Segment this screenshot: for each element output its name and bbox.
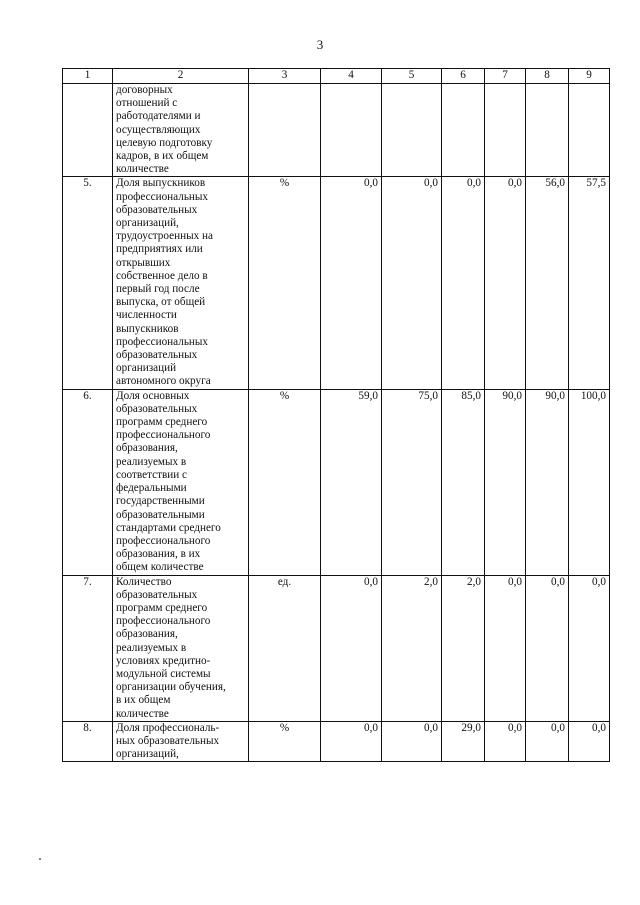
indicator-name-line: осуществляющих bbox=[116, 123, 201, 136]
value-cell: 0,0 bbox=[485, 177, 526, 389]
indicator-name-line: выпуска, от общей bbox=[116, 296, 206, 309]
value-cell bbox=[485, 84, 526, 177]
indicator-name-line: стандартами среднего bbox=[116, 521, 221, 534]
indicator-name-line: профессионального bbox=[116, 534, 211, 547]
table-row bbox=[63, 84, 610, 177]
unit-cell: ед. bbox=[249, 575, 321, 721]
value-cell bbox=[526, 84, 569, 177]
table-row bbox=[63, 721, 610, 762]
indicator-name-line: образовательных bbox=[116, 349, 198, 362]
indicator-name-line: собственное дело в bbox=[116, 269, 208, 282]
value-cell: 0,0 bbox=[321, 721, 382, 762]
indicator-name-line: организации обучения, bbox=[116, 681, 226, 694]
table-row bbox=[63, 177, 610, 389]
indicator-name-line: общем количестве bbox=[116, 561, 204, 574]
value-cell bbox=[442, 84, 485, 177]
value-cell: 0,0 bbox=[526, 721, 569, 762]
indicator-name-cell bbox=[113, 389, 249, 575]
indicator-name-line: отношений с bbox=[116, 97, 178, 110]
indicator-name-line: федеральными bbox=[116, 482, 187, 495]
unit-cell: % bbox=[249, 389, 321, 575]
indicator-name-line: договорных bbox=[116, 84, 173, 96]
value-cell: 59,0 bbox=[321, 389, 382, 575]
indicator-name-line: Доля профессиональ- bbox=[116, 721, 220, 734]
indicator-name-line: целевую подготовку bbox=[116, 136, 213, 149]
value-cell: 29,0 bbox=[442, 721, 485, 762]
page-number: 3 bbox=[316, 37, 324, 52]
indicator-name-line: ных образовательных bbox=[116, 734, 220, 747]
indicator-name-line: выпускников bbox=[116, 322, 179, 335]
value-cell bbox=[382, 84, 442, 177]
unit-cell bbox=[249, 84, 321, 177]
value-cell bbox=[321, 84, 382, 177]
header-row bbox=[63, 69, 610, 84]
value-cell: 0,0 bbox=[321, 575, 382, 721]
value-cell: 0,0 bbox=[485, 575, 526, 721]
value-cell: 0,0 bbox=[382, 721, 442, 762]
header-cell: 4 bbox=[321, 69, 382, 84]
scan-speck bbox=[39, 858, 41, 860]
indicator-name-line: профессиональных bbox=[116, 335, 209, 348]
indicator-name-line: профессиональных bbox=[116, 190, 209, 203]
indicator-name-line: численности bbox=[116, 309, 177, 322]
indicator-name-line: образовательных bbox=[116, 588, 198, 601]
indicator-name-line: работодателями и bbox=[116, 110, 201, 123]
indicator-name-line: открывших bbox=[116, 256, 171, 269]
value-cell: 90,0 bbox=[485, 389, 526, 575]
value-cell bbox=[569, 84, 610, 177]
row-number-cell bbox=[63, 84, 113, 177]
row-number-cell: 5. bbox=[63, 177, 113, 389]
indicator-name-line: профессионального bbox=[116, 429, 211, 442]
indicator-name-line: в их общем bbox=[116, 694, 171, 707]
value-cell: 57,5 bbox=[569, 177, 610, 389]
table-row bbox=[63, 575, 610, 721]
indicator-name-line: соответствии с bbox=[116, 468, 187, 481]
indicator-name-line: образовательных bbox=[116, 402, 198, 415]
value-cell: 90,0 bbox=[526, 389, 569, 575]
value-cell: 0,0 bbox=[321, 177, 382, 389]
indicator-name-line: образования, bbox=[116, 628, 178, 641]
indicator-name-line: трудоустроенных на bbox=[116, 230, 213, 243]
value-cell: 2,0 bbox=[382, 575, 442, 721]
row-number-cell: 6. bbox=[63, 389, 113, 575]
indicator-name-line: количестве bbox=[116, 707, 169, 720]
row-number-cell: 7. bbox=[63, 575, 113, 721]
indicator-name-line: образовательных bbox=[116, 203, 198, 216]
unit-cell: % bbox=[249, 177, 321, 389]
indicator-name-line: Доля выпускников bbox=[116, 177, 206, 190]
value-cell: 0,0 bbox=[526, 575, 569, 721]
indicator-name-line: образовательными bbox=[116, 508, 205, 521]
value-cell: 0,0 bbox=[569, 575, 610, 721]
indicator-name-line: программ среднего bbox=[116, 601, 208, 614]
value-cell: 75,0 bbox=[382, 389, 442, 575]
indicator-name-line: Доля основных bbox=[116, 389, 190, 402]
indicator-name-line: организаций, bbox=[116, 217, 179, 230]
indicator-name-line: условиях кредитно- bbox=[116, 654, 211, 667]
indicator-name-line: образования, bbox=[116, 442, 178, 455]
table-row bbox=[63, 389, 610, 575]
value-cell: 2,0 bbox=[442, 575, 485, 721]
indicator-name-line: Количество bbox=[116, 575, 172, 588]
indicator-name-line: кадров, в их общем bbox=[116, 150, 209, 163]
header-cell: 6 bbox=[442, 69, 485, 84]
value-cell: 56,0 bbox=[526, 177, 569, 389]
indicator-name-line: первый год после bbox=[116, 283, 200, 296]
header-cell: 3 bbox=[249, 69, 321, 84]
indicator-name-cell bbox=[113, 84, 249, 177]
indicator-name-line: организаций bbox=[116, 362, 177, 375]
indicator-name-line: модульной системы bbox=[116, 667, 211, 680]
value-cell: 0,0 bbox=[485, 721, 526, 762]
indicator-name-cell bbox=[113, 177, 249, 389]
header-cell: 1 bbox=[63, 69, 113, 84]
indicator-name-cell bbox=[113, 721, 249, 762]
indicator-name-line: программ среднего bbox=[116, 416, 208, 429]
unit-cell: % bbox=[249, 721, 321, 762]
indicator-name-line: реализуемых в bbox=[116, 455, 187, 468]
row-number-cell: 8. bbox=[63, 721, 113, 762]
value-cell: 0,0 bbox=[442, 177, 485, 389]
indicator-name-line: количестве bbox=[116, 163, 169, 176]
indicator-name-cell bbox=[113, 575, 249, 721]
value-cell: 0,0 bbox=[569, 721, 610, 762]
indicator-name-line: государственными bbox=[116, 495, 205, 508]
value-cell: 85,0 bbox=[442, 389, 485, 575]
indicator-name-line: реализуемых в bbox=[116, 641, 187, 654]
header-cell: 2 bbox=[113, 69, 249, 84]
header-cell: 8 bbox=[526, 69, 569, 84]
indicator-name-line: профессионального bbox=[116, 615, 211, 628]
value-cell: 100,0 bbox=[569, 389, 610, 575]
indicators-table bbox=[62, 68, 610, 762]
header-cell: 5 bbox=[382, 69, 442, 84]
indicator-name-line: образования, в их bbox=[116, 548, 201, 561]
indicator-name-line: автономного округа bbox=[116, 375, 211, 388]
indicator-name-line: предприятиях или bbox=[116, 243, 203, 256]
value-cell: 0,0 bbox=[382, 177, 442, 389]
header-cell: 7 bbox=[485, 69, 526, 84]
indicator-name-line: организаций, bbox=[116, 748, 179, 761]
header-cell: 9 bbox=[569, 69, 610, 84]
